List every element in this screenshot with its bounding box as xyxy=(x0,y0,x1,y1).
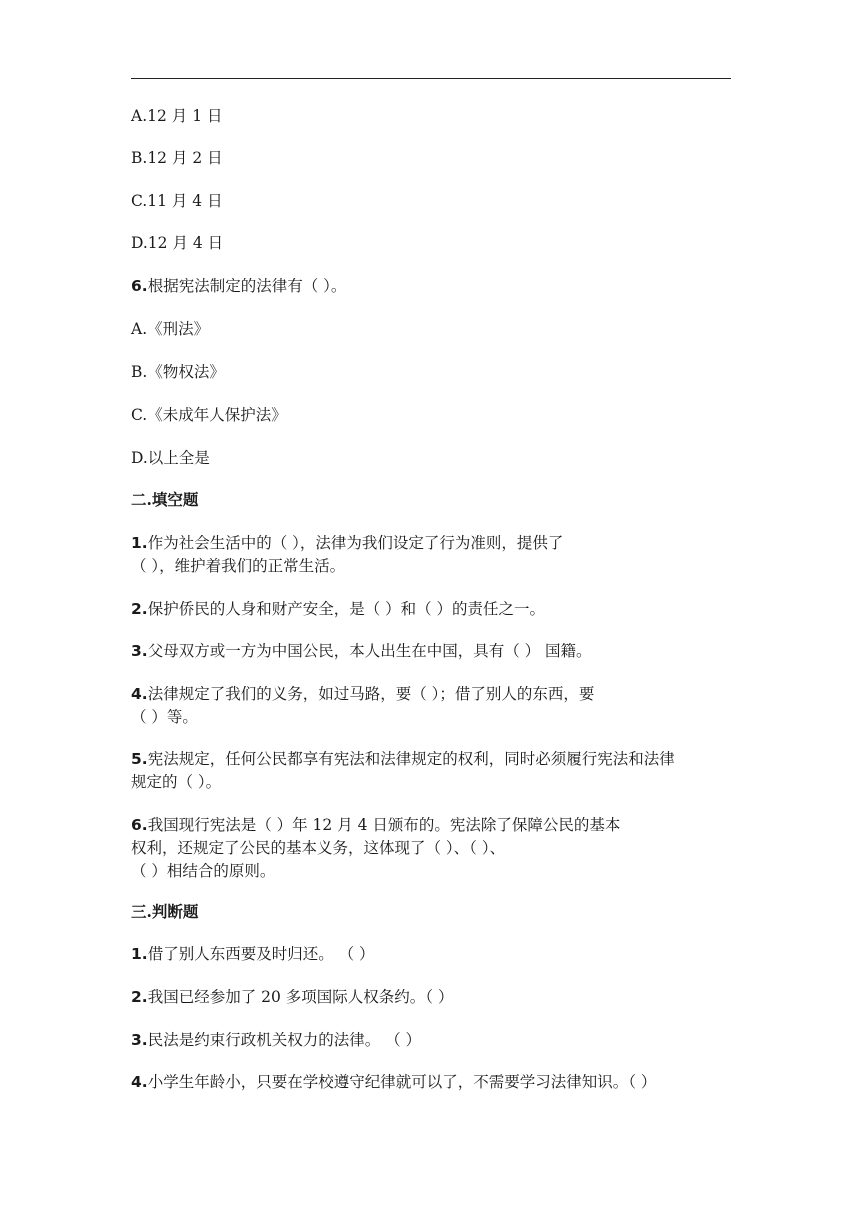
q6-number: 6. xyxy=(131,277,148,295)
s2-q3-line1 xyxy=(131,639,592,663)
q5-option-c: C.11 月 4 日 xyxy=(131,192,223,210)
s3-q4-number: 4. xyxy=(131,1073,148,1091)
s3-q4-text: 小学生年龄小，只要在学校遵守纪律就可以了，不需要学习法律知识。（ ） xyxy=(147,1073,657,1091)
q6-question xyxy=(131,274,346,298)
s2-q6-number: 6. xyxy=(131,816,148,834)
s3-q3-number: 3. xyxy=(131,1031,148,1049)
q6-text: 根据宪法制定的法律有（ ）。 xyxy=(147,277,347,295)
s2-q2-number: 2. xyxy=(131,600,148,618)
header-rule xyxy=(131,78,731,79)
s2-q2-text-1: 保护侨民的人身和财产安全，是（ ）和（ ）的责任之一。 xyxy=(147,600,546,618)
s2-q1-text-1: 作为社会生活中的（ ），法律为我们设定了行为准则，提供了 xyxy=(147,534,564,552)
q5-option-d: D.12 月 4 日 xyxy=(131,234,224,252)
s2-q5-number: 5. xyxy=(131,750,148,768)
section3-title: 三.判断题 xyxy=(131,902,199,921)
s2-q6-line1 xyxy=(131,813,620,837)
s3-q2-number: 2. xyxy=(131,988,148,1006)
s3-q1 xyxy=(131,942,375,966)
s3-q3-text: 民法是约束行政机关权力的法律。 （ ） xyxy=(147,1031,422,1049)
s2-q4-number: 4. xyxy=(131,685,148,703)
s2-q5-line1 xyxy=(131,747,675,771)
s2-q3-text-1: 父母双方或一方为中国公民，本人出生在中国，具有（ ） 国籍。 xyxy=(147,642,592,660)
s3-q2 xyxy=(131,985,453,1009)
s3-q1-text: 借了别人东西要及时归还。 （ ） xyxy=(147,945,375,963)
s3-q3 xyxy=(131,1028,421,1052)
q6-option-b: B.《物权法》 xyxy=(131,363,225,381)
q5-option-b: B.12 月 2 日 xyxy=(131,149,223,167)
s2-q6-line2: 权利，还规定了公民的基本义务，这体现了（ ）、（ ）、 xyxy=(131,839,506,857)
s2-q4-line2: （ ）等。 xyxy=(131,708,198,726)
q6-option-a: A.《刑法》 xyxy=(131,320,210,338)
s3-q2-text: 我国已经参加了 20 多项国际人权条约。（ ） xyxy=(147,988,454,1006)
s3-q1-number: 1. xyxy=(131,945,148,963)
s2-q1-line1 xyxy=(131,531,563,555)
s2-q4-line1 xyxy=(131,682,594,706)
section2-title: 二.填空题 xyxy=(131,490,199,509)
s2-q2-line1 xyxy=(131,597,545,621)
s2-q3-number: 3. xyxy=(131,642,148,660)
s2-q6-text-1: 我国现行宪法是（ ）年 12 月 4 日颁布的。宪法除了保障公民的基本 xyxy=(147,816,621,834)
q6-option-d: D.以上全是 xyxy=(131,449,210,467)
s2-q1-number: 1. xyxy=(131,534,148,552)
q6-option-c: C.《未成年人保护法》 xyxy=(131,406,287,424)
s3-q4 xyxy=(131,1070,656,1094)
s2-q5-line2: 规定的（ ）。 xyxy=(131,773,222,791)
s2-q4-text-1: 法律规定了我们的义务，如过马路，要（ ）；借了别人的东西，要 xyxy=(147,685,595,703)
q5-option-a: A.12 月 1 日 xyxy=(131,107,223,125)
s2-q5-text-1: 宪法规定，任何公民都享有宪法和法律规定的权利，同时必须履行宪法和法律 xyxy=(147,750,675,768)
s2-q1-line2: （ ），维护着我们的正常生活。 xyxy=(131,557,346,575)
s2-q6-line3: （ ）相结合的原则。 xyxy=(131,862,276,880)
